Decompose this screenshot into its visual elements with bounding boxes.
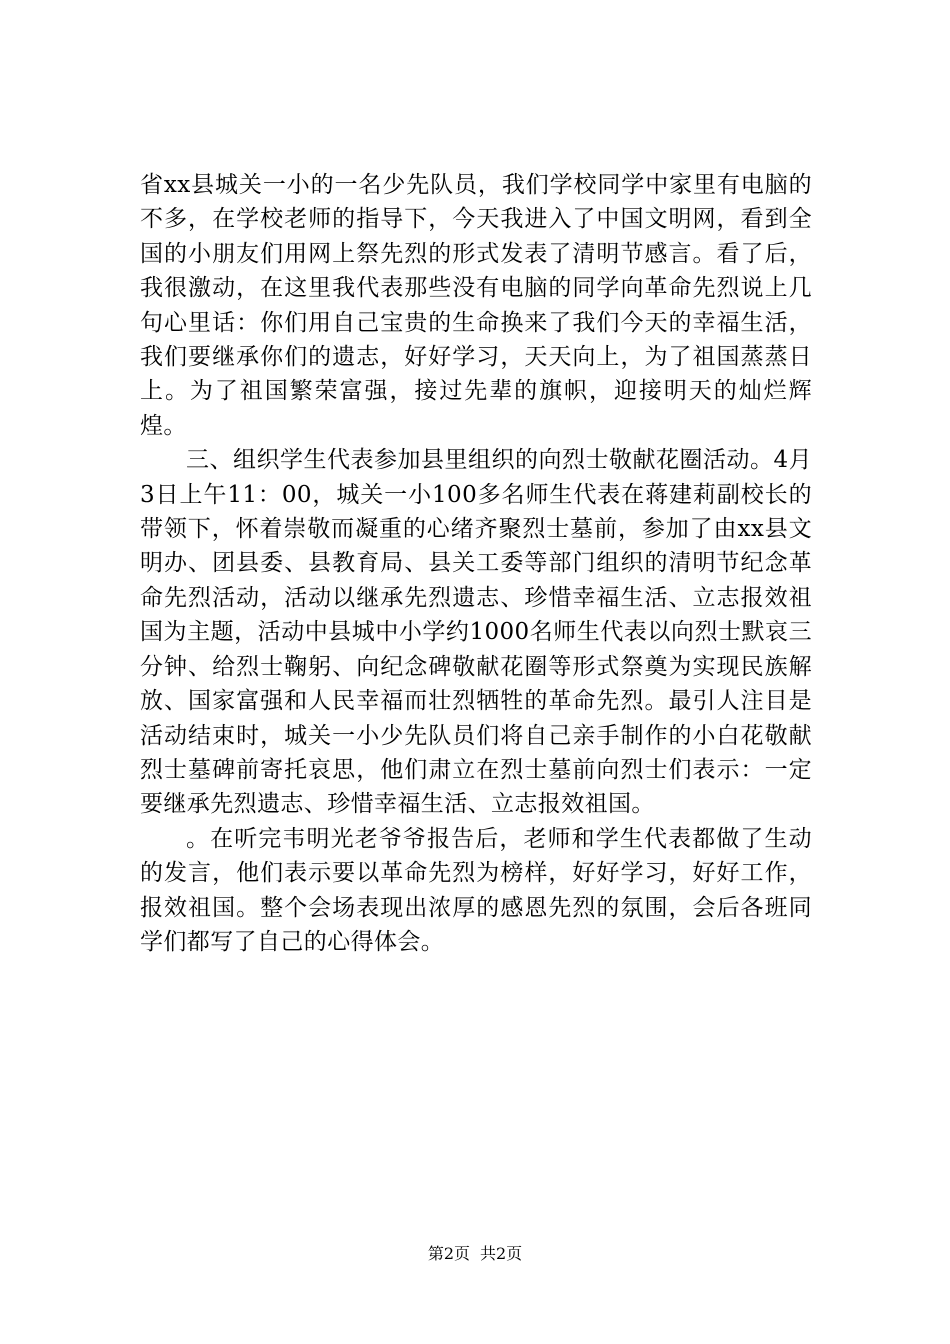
paragraph-wreath-activity: 三、组织学生代表参加县里组织的向烈士敬献花圈活动。4月3日上午11：00，城关一小100多名师生代表在蒋建莉副校长的带领下，怀着崇敬而凝重的心绪齐聚烈士墓前，参加了由xx县文明办、团县委、县教育局、县关工委等部门组织的清明节纪念革命先烈活动，活动以继承先烈遗志、珍惜幸福生活、立志报效祖国为主题，活动中县城中小学约1000名师生代表以向烈士默哀三分钟、给烈士鞠躬、向纪念碑敬献花圈等形式祭奠为实现民族解放、国家富强和人民幸福而壮烈牺牲的革命先烈。最引人注目是活动结束时，城关一小少先队员们将自己亲手制作的小白花敬献烈士墓碑前寄托哀思，他们肃立在烈士墓前向烈士们表示：一定要继承先烈遗志、珍惜幸福生活、立志报效祖国。 <box>140 447 812 818</box>
document-body <box>140 168 812 959</box>
paragraph-continuation: 省xx县城关一小的一名少先队员，我们学校同学中家里有电脑的不多，在学校老师的指导下，今天我进入了中国文明网，看到全国的小朋友们用网上祭先烈的形式发表了清明节感言。看了后，我很激动，在这里我代表那些没有电脑的同学向革命先烈说上几句心里话：你们用自己宝贵的生命换来了我们今天的幸福生活，我们要继承你们的遗志，好好学习，天天向上，为了祖国蒸蒸日上。为了祖国繁荣富强，接过先辈的旗帜，迎接明天的灿烂辉煌。 <box>140 172 812 439</box>
page-footer <box>0 1244 950 1264</box>
paragraph-report-speeches: 。在听完韦明光老爷爷报告后，老师和学生代表都做了生动的发言，他们表示要以革命先烈为榜样，好好学习，好好工作，报效祖国。整个会场表现出浓厚的感恩先烈的氛围，会后各班同学们都写了自己的心得体会。 <box>140 825 812 955</box>
page-total: 共2页 <box>480 1244 523 1263</box>
page-number: 第2页 <box>427 1244 470 1263</box>
